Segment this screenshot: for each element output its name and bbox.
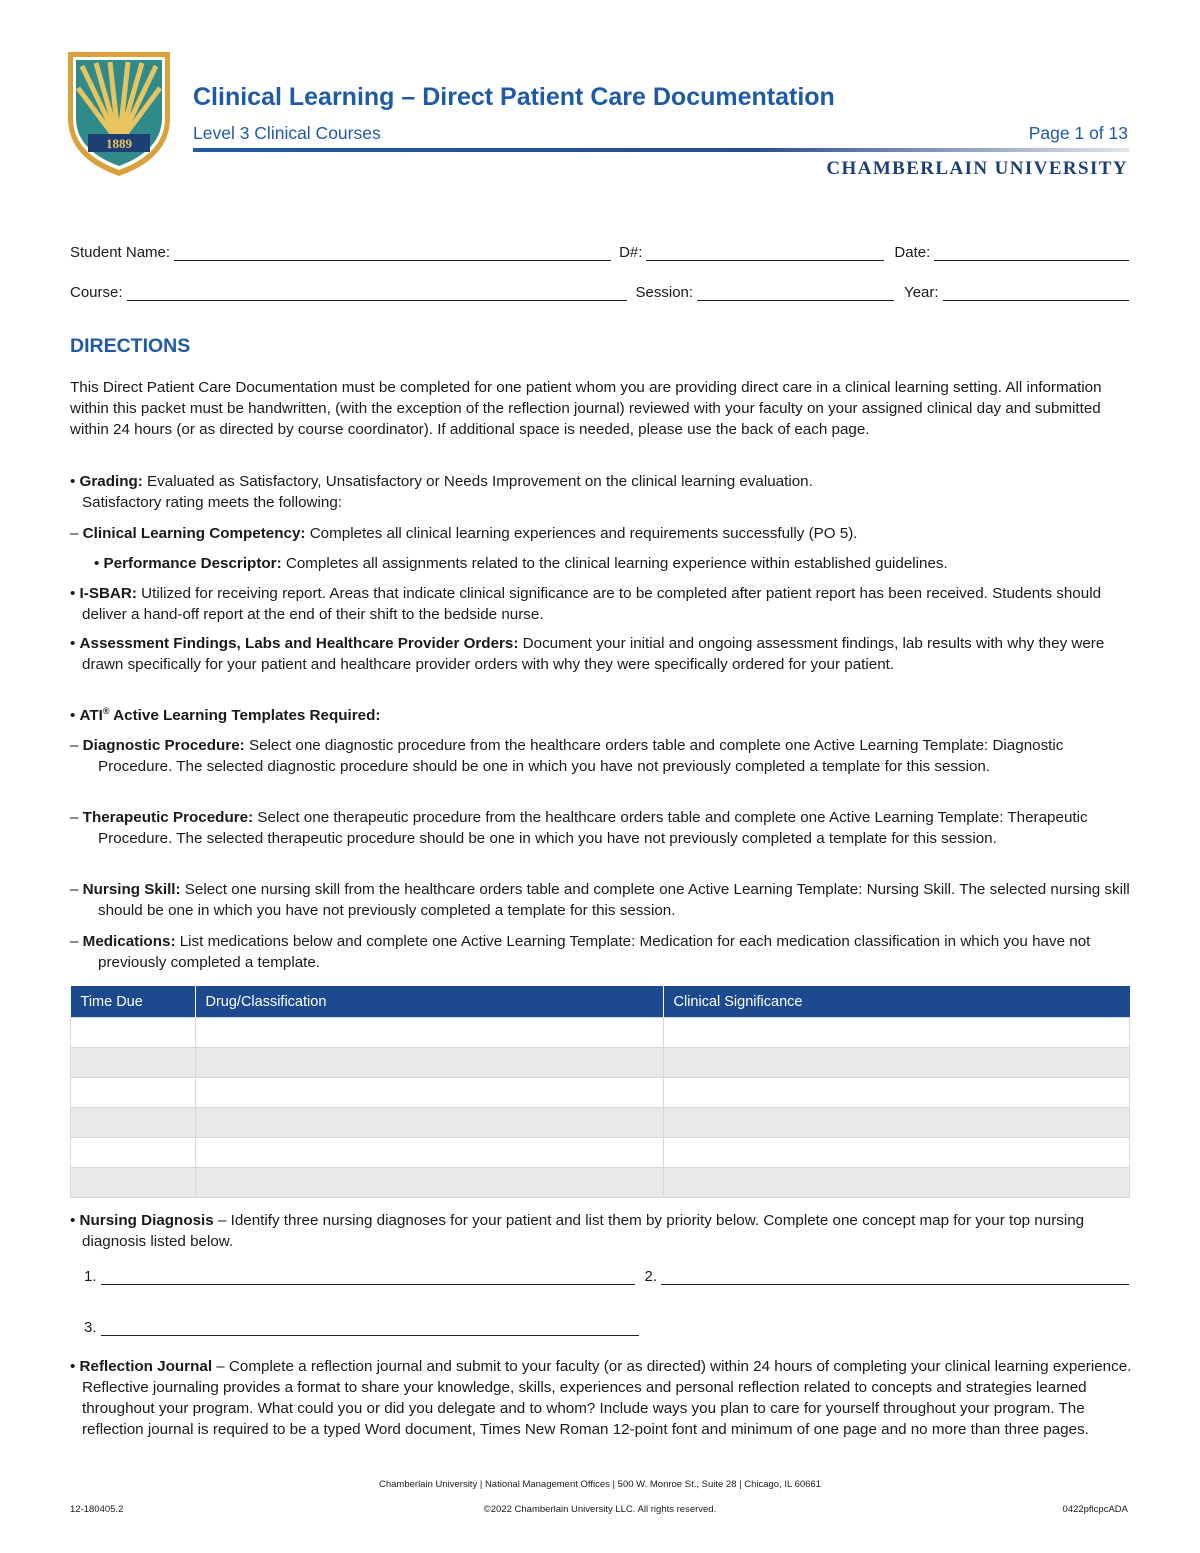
table-cell[interactable] [195, 1168, 663, 1198]
diagnosis-lines-row-2 [84, 1318, 639, 1336]
table-row [71, 1138, 1130, 1168]
table-header-drug-classification: Drug/Classification [195, 986, 663, 1018]
footer-address: Chamberlain University | National Management Offices | 500 W. Monroe St., Suite 28 | Chicago, IL 60661 [379, 1479, 821, 1490]
table-row [71, 1108, 1130, 1138]
directions-intro: This Direct Patient Care Documentation must be completed for one patient whom you are providing direct care in a clinical learning setting. All information within this packet must be handwritten, (with the exception of the reflection journal) reviewed with your faculty on your assigned clinical day and submitted within 24 hours (or as directed by course coordinator). If additional space is needed, please use the back of each page. [70, 379, 1102, 438]
date-label: Date: [894, 244, 931, 261]
footer-version-code: 0422pflcpcADA [1062, 1504, 1128, 1515]
diagnostic-item: – Diagnostic Procedure: Select one diagnostic procedure from the healthcare orders table and complete one Active Learning Template: Diagnostic Procedure. The selected diagnostic procedure should be one in which you have not previously completed a template for this session. [70, 737, 1064, 775]
d-number-field[interactable] [646, 244, 884, 261]
nursing-diagnosis-section [70, 1210, 1132, 1252]
isbar-label: I-SBAR: [79, 585, 137, 602]
nursing-skill-text: Select one nursing skill from the healthcare orders table and complete one Active Learning Template: Nursing Skill. The selected nursing skill should be one in which you have not previously completed a template for this session. [98, 881, 1130, 919]
grading-item: • Grading: Evaluated as Satisfactory, Unsatisfactory or Needs Improvement on the clinical learning evaluation. Satisfactory rating meets the following: [70, 473, 813, 511]
session-field[interactable] [697, 284, 894, 301]
assessment-label: Assessment Findings, Labs and Healthcare Provider Orders: [79, 635, 519, 652]
table-cell[interactable] [663, 1108, 1130, 1138]
table-cell[interactable] [71, 1048, 196, 1078]
diagnosis-3-number: 3. [84, 1319, 97, 1336]
course-field[interactable] [127, 284, 627, 301]
ati-heading: • ATI® Active Learning Templates Required: [70, 705, 381, 724]
medications-label: Medications: [82, 933, 176, 950]
table-cell[interactable] [663, 1168, 1130, 1198]
ati-label-rest: Active Learning Templates Required: [109, 707, 381, 724]
therapeutic-label: Therapeutic Procedure: [82, 809, 254, 826]
nursing-diagnosis-label: Nursing Diagnosis [79, 1212, 214, 1229]
grading-text-2: Satisfactory rating meets the following: [82, 494, 342, 511]
isbar-item: • I-SBAR: Utilized for receiving report. Areas that indicate clinical significance are to be completed after patient report has been received. Students should deliver a hand-off report at the end of their shift to the bedside nurse. [70, 585, 1102, 623]
nursing-skill-label: Nursing Skill: [82, 881, 181, 898]
page-indicator: Page 1 of 13 [1028, 123, 1128, 143]
table-row [71, 1168, 1130, 1198]
table-row [71, 1048, 1130, 1078]
diagnosis-1-number: 1. [84, 1268, 97, 1285]
diagnostic-label: Diagnostic Procedure: [82, 737, 245, 754]
table-cell[interactable] [71, 1078, 196, 1108]
medications-text: List medications below and complete one Active Learning Template: Medication for each medication classification in which you have not previously completed a template. [98, 933, 1091, 971]
table-row [71, 1078, 1130, 1108]
year-field[interactable] [943, 284, 1129, 301]
student-name-label: Student Name: [70, 244, 171, 261]
nursing-skill-item: – Nursing Skill: Select one nursing skill from the healthcare orders table and complete one Active Learning Template: Nursing Skill. The selected nursing skill should be one in which you have not previously completed a template for this session. [70, 881, 1130, 919]
reflection-text: – Complete a reflection journal and submit to your faculty (or as directed) within 24 hours of completing your clinical learning experience. Reflective journaling provides a format to share your knowledge, skills, experiences and personal reflection related to concepts and strategies learned throughout your program. What could you or did you delegate and to whom? Include ways you plan to care for yourself throughout your program. The reflection journal is required to be a typed Word document, Times New Roman 12-point font and minimum of one page and no more than three pages. [82, 1358, 1132, 1438]
competency-label: Clinical Learning Competency: [82, 525, 306, 542]
table-header-clinical-significance: Clinical Significance [663, 986, 1130, 1018]
student-name-field[interactable] [174, 244, 611, 261]
table-cell[interactable] [71, 1138, 196, 1168]
table-cell[interactable] [195, 1018, 663, 1048]
ati-registered-mark: ® [102, 705, 110, 716]
d-number-label: D#: [619, 244, 643, 261]
table-cell[interactable] [71, 1168, 196, 1198]
grading-text: Evaluated as Satisfactory, Unsatisfactory or Needs Improvement on the clinical learning evaluation. [142, 473, 813, 490]
document-subtitle: Level 3 Clinical Courses [193, 123, 381, 143]
therapeutic-text: Select one therapeutic procedure from the healthcare orders table and complete one Active Learning Template: Therapeutic Procedure. The selected therapeutic procedure should be one in which you have not previously completed a template for this session. [98, 809, 1088, 847]
footer-copyright: ©2022 Chamberlain University LLC. All rights reserved. [483, 1504, 717, 1515]
table-cell[interactable] [195, 1048, 663, 1078]
table-cell[interactable] [663, 1078, 1130, 1108]
table-row [71, 1018, 1130, 1048]
isbar-text: Utilized for receiving report. Areas that indicate clinical significance are to be completed after patient report has been received. Students should deliver a hand-off report at the end of their shift to the bedside nurse. [82, 585, 1102, 623]
table-cell[interactable] [663, 1138, 1130, 1168]
diagnosis-3-field[interactable] [101, 1318, 639, 1336]
directions-heading: DIRECTIONS [70, 335, 191, 357]
table-cell[interactable] [195, 1078, 663, 1108]
table-cell[interactable] [195, 1108, 663, 1138]
medication-table [70, 986, 1130, 1198]
reflection-section [70, 1356, 1132, 1440]
nursing-diagnosis-text: – Identify three nursing diagnoses for your patient and list them by priority below. Complete one concept map for your top nursing diagnosis listed below. [82, 1212, 1085, 1250]
descriptor-label: Performance Descriptor: [103, 555, 282, 572]
date-field[interactable] [934, 244, 1129, 261]
university-name: CHAMBERLAIN UNIVERSITY [826, 158, 1128, 179]
grading-label: Grading: [79, 473, 143, 490]
course-label: Course: [70, 284, 123, 301]
table-cell[interactable] [663, 1048, 1130, 1078]
medications-item: – Medications: List medications below and complete one Active Learning Template: Medication for each medication classification in which you have not previously completed a template. [70, 933, 1091, 971]
diagnostic-text: Select one diagnostic procedure from the healthcare orders table and complete one Active Learning Template: Diagnostic Procedure. The selected diagnostic procedure should be one in which you have not previously completed a template for this session. [98, 737, 1064, 775]
reflection-item: • Reflection Journal – Complete a reflection journal and submit to your faculty (or as directed) within 24 hours of completing your clinical learning experience. Reflective journaling provides a format to share your knowledge, skills, experiences and personal reflection related to concepts and strategies learned throughout your program. What could you or did you delegate and to whom? Include ways you plan to care for yourself throughout your program. The reflection journal is required to be a typed Word document, Times New Roman 12-point font and minimum of one page and no more than three pages. [70, 1358, 1132, 1438]
descriptor-text: Completes all assignments related to the clinical learning experience within established guidelines. [281, 555, 948, 572]
student-info-row-1 [70, 244, 1129, 261]
student-info-row-2 [70, 284, 1129, 301]
session-label: Session: [635, 284, 694, 301]
competency-text: Completes all clinical learning experiences and requirements successfully (PO 5). [305, 525, 858, 542]
therapeutic-item: – Therapeutic Procedure: Select one therapeutic procedure from the healthcare orders table and complete one Active Learning Template: Therapeutic Procedure. The selected therapeutic procedure should be one in which you have not previously completed a template for this session. [70, 809, 1088, 847]
diagnosis-2-field[interactable] [661, 1267, 1129, 1285]
diagnosis-lines-row-1 [84, 1267, 1129, 1285]
table-cell[interactable] [195, 1138, 663, 1168]
assessment-text: Document your initial and ongoing assessment findings, lab results with why they were drawn specifically for your patient and healthcare provider orders with why they were specifically ordered for your patient. [82, 635, 1105, 673]
svg-text:1889: 1889 [106, 136, 132, 151]
descriptor-item: • Performance Descriptor: Completes all assignments related to the clinical learning experience within established guidelines. [94, 555, 948, 572]
competency-item: – Clinical Learning Competency: Completes all clinical learning experiences and requirements successfully (PO 5). [70, 525, 858, 542]
diagnosis-2-number: 2. [644, 1268, 658, 1285]
reflection-label: Reflection Journal [79, 1358, 213, 1375]
header-rule [193, 148, 1129, 152]
ati-label: ATI [79, 707, 103, 724]
document-title: Clinical Learning – Direct Patient Care Documentation [193, 83, 835, 111]
table-cell[interactable] [663, 1018, 1130, 1048]
diagnosis-1-field[interactable] [101, 1267, 635, 1285]
chamberlain-crest-logo [64, 48, 174, 178]
footer-document-code: 12-180405.2 [70, 1504, 124, 1515]
table-cell[interactable] [71, 1108, 196, 1138]
table-cell[interactable] [71, 1018, 196, 1048]
assessment-item: • Assessment Findings, Labs and Healthcare Provider Orders: Document your initial and ongoing assessment findings, lab results with why they were drawn specifically for your patient and healthcare provider orders with why they were specifically ordered for your patient. [70, 635, 1105, 673]
year-label: Year: [904, 284, 939, 301]
nursing-diagnosis-item: • Nursing Diagnosis – Identify three nursing diagnoses for your patient and list them by priority below. Complete one concept map for your top nursing diagnosis listed below. [70, 1212, 1085, 1250]
table-header-time-due: Time Due [71, 986, 196, 1018]
